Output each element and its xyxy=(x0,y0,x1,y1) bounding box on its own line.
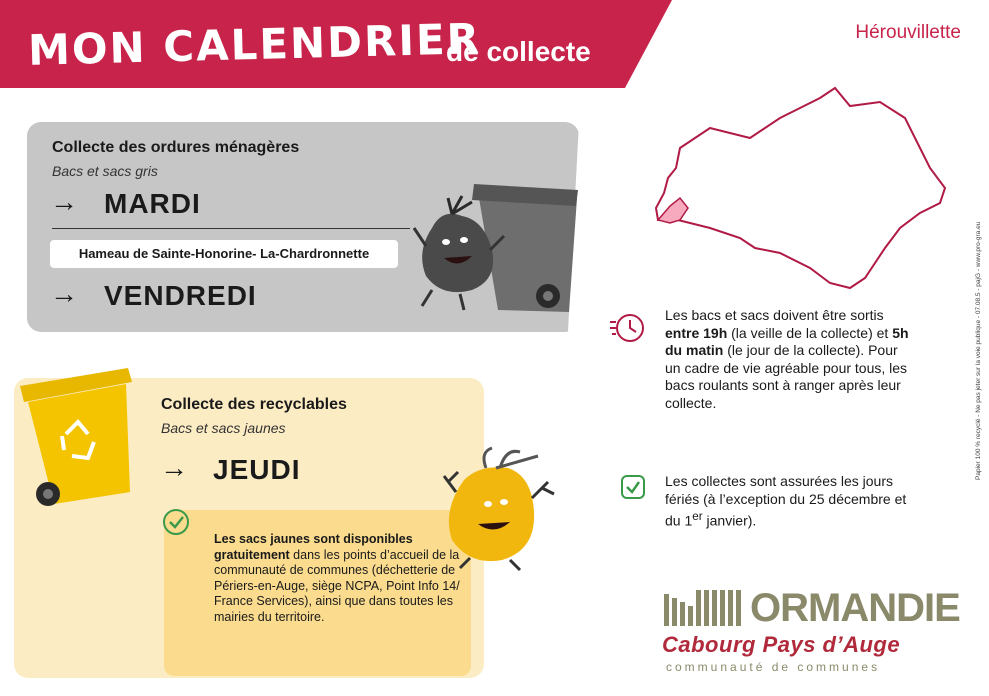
holiday-text: Les collectes sont assurées les jours fériés (à l’exception du 25 décembre et du 1 xyxy=(665,473,907,529)
logo-word: ORMANDIE xyxy=(750,586,960,630)
pickup-time-text: (la veille de la collecte) et xyxy=(727,324,893,341)
print-note: Papier 100 % recyclé - Ne pas jeter sur la voie publique - 07.08.5 - pajG - www.pro-gra.eu xyxy=(975,221,982,480)
town-name: Hérouvillette xyxy=(855,22,961,43)
recycling-note xyxy=(214,532,464,626)
arrow-right-icon: → xyxy=(160,452,188,483)
yellow-bin-icon xyxy=(18,364,138,514)
hamlet-day: VENDREDI xyxy=(104,280,257,311)
household-day: MARDI xyxy=(104,188,201,219)
holiday-info xyxy=(665,473,915,530)
logo-mark-icon xyxy=(662,588,752,626)
page-subtitle: de collecte xyxy=(446,36,591,67)
logo-tagline: communauté de communes xyxy=(666,660,881,674)
yellow-bag-mascot-icon xyxy=(440,442,560,572)
pickup-time-end: 5h du matin xyxy=(665,324,909,358)
recycling-note-text: dans les points d’accueil de la communauté de communes (déchetterie de Périers-en-Auge, siège NCPA, Point Info 14/ France Services), ainsi que dans toutes les mairies du territoire. xyxy=(214,547,460,624)
recycling-note-bold: Les sacs jaunes sont disponibles gratuitement xyxy=(214,532,413,562)
holiday-text: janvier). xyxy=(702,512,757,529)
pickup-time-text: Les bacs et sacs doivent être sortis xyxy=(665,307,884,323)
check-icon xyxy=(162,508,190,536)
logo-subtitle: Cabourg Pays d’Auge xyxy=(662,632,901,657)
recycling-title: Collecte des recyclables xyxy=(161,396,347,413)
divider xyxy=(52,228,410,229)
pickup-time-start: entre 19h xyxy=(665,324,728,341)
check-icon xyxy=(620,474,646,500)
commune-map-icon xyxy=(650,78,955,293)
arrow-right-icon: → xyxy=(50,278,78,309)
arrow-right-icon: → xyxy=(50,186,78,217)
hamlet-label: Hameau de Sainte-Honorine- La-Chardronnette xyxy=(50,240,398,268)
clock-icon xyxy=(608,310,648,346)
pickup-time-info xyxy=(665,307,915,412)
pickup-time-text: (le jour de la collecte). Pour un cadre de vie agréable pour tous, les bacs roulants sont à ranger après leur collecte. xyxy=(665,342,908,411)
recycling-day: JEUDI xyxy=(213,454,301,485)
household-title: Collecte des ordures ménagères xyxy=(52,139,300,156)
holiday-sup: er xyxy=(692,510,703,523)
household-subtitle: Bacs et sacs gris xyxy=(52,163,158,179)
recycling-subtitle: Bacs et sacs jaunes xyxy=(161,420,286,436)
grey-bin-icon xyxy=(412,180,582,320)
page-title: MON CALENDRIER xyxy=(27,14,482,75)
